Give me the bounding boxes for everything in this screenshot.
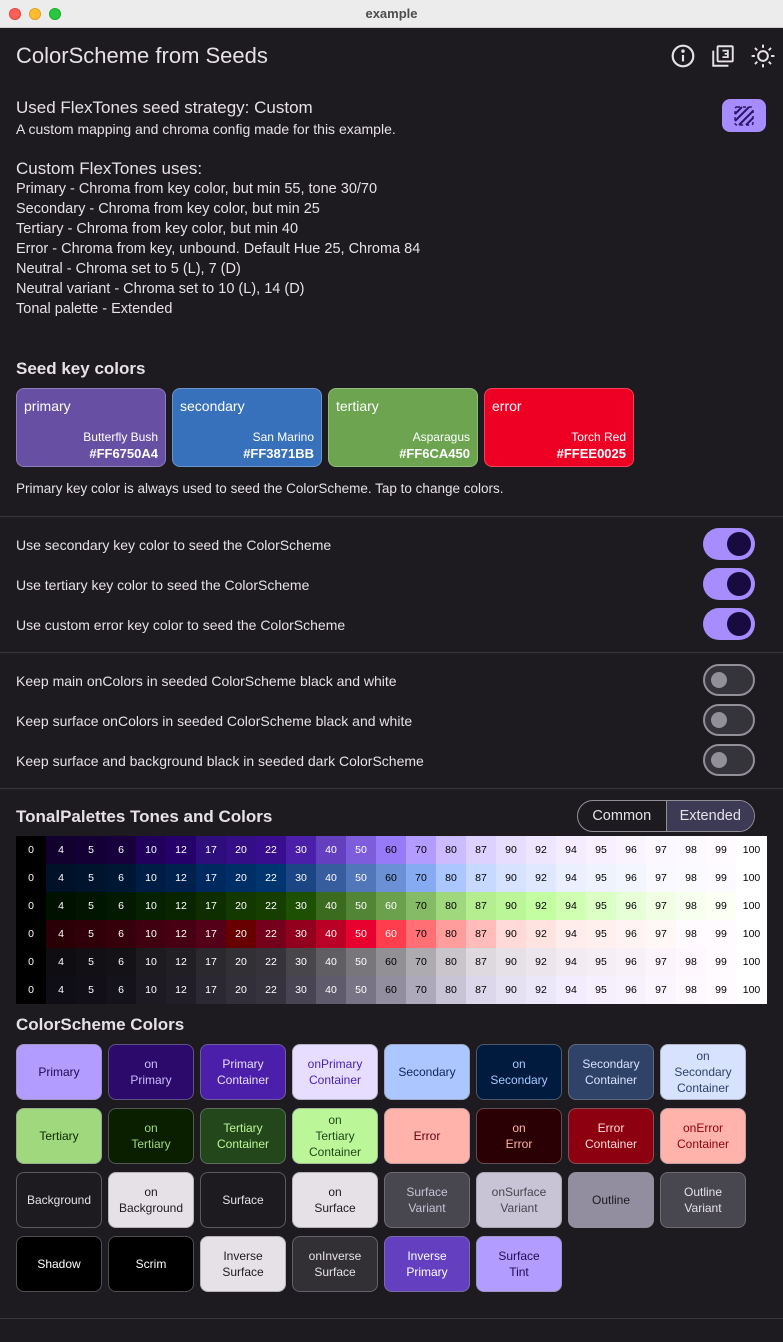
tone-cell[interactable]: 80 [436, 948, 466, 976]
tone-cell[interactable]: 10 [136, 976, 166, 1004]
custom-line: Neutral - Chroma set to 5 (L), 7 (D) [16, 261, 241, 277]
seed-colors-title: Seed key colors [16, 359, 146, 378]
tone-cell[interactable]: 98 [676, 976, 706, 1004]
tone-cell[interactable]: 70 [406, 948, 436, 976]
tone-cell[interactable]: 50 [346, 864, 376, 892]
tone-cell[interactable]: 60 [376, 836, 406, 864]
tone-cell[interactable]: 90 [496, 976, 526, 1004]
scheme-color-label: Secondary Container [582, 1057, 640, 1087]
tone-cell[interactable]: 22 [256, 892, 286, 920]
scheme-color-label: Error [413, 1129, 441, 1143]
tone-cell[interactable]: 92 [526, 948, 556, 976]
tone-cell[interactable]: 80 [436, 836, 466, 864]
tone-cell[interactable]: 12 [166, 948, 196, 976]
tone-cell[interactable]: 60 [376, 892, 406, 920]
tone-cell[interactable]: 96 [616, 948, 646, 976]
custom-line: Neutral variant - Chroma set to 10 (L), 14 (D) [16, 281, 305, 297]
tone-cell[interactable]: 60 [376, 920, 406, 948]
toggle-label: Keep main onColors in seeded ColorScheme black and white [16, 673, 397, 689]
tone-cell[interactable]: 70 [406, 836, 436, 864]
use-tertiary-switch[interactable] [703, 568, 755, 600]
scheme-color-outline-variant[interactable] [660, 1172, 746, 1228]
scheme-color-label: on Tertiary [131, 1121, 171, 1151]
tone-cell[interactable]: 100 [736, 948, 767, 976]
tone-cell[interactable]: 40 [316, 948, 346, 976]
tone-cell[interactable]: 99 [706, 920, 736, 948]
window-title: example [365, 6, 418, 21]
scheme-color-outline[interactable] [568, 1172, 654, 1228]
tone-cell[interactable]: 22 [256, 836, 286, 864]
tone-cell[interactable]: 17 [196, 892, 226, 920]
scheme-color-inverse-primary[interactable] [384, 1236, 470, 1292]
tonal-palette-grid [16, 836, 767, 1004]
tone-cell[interactable]: 17 [196, 948, 226, 976]
scheme-color-on-secondary[interactable] [476, 1044, 562, 1100]
tone-cell[interactable]: 97 [646, 836, 676, 864]
seed-card-primary[interactable] [16, 388, 166, 467]
tone-cell[interactable]: 20 [226, 864, 256, 892]
strategy-button[interactable] [722, 99, 766, 132]
tone-cell[interactable]: 5 [76, 976, 106, 1004]
tone-cell[interactable]: 10 [136, 948, 166, 976]
tone-cell[interactable]: 87 [466, 920, 496, 948]
tone-cell[interactable]: 30 [286, 836, 316, 864]
tone-cell[interactable]: 10 [136, 920, 166, 948]
scheme-color-onprimary-container[interactable] [292, 1044, 378, 1100]
custom-line: Tertiary - Chroma from key color, but min 40 [16, 221, 299, 237]
scheme-color-label: Tertiary Container [216, 1121, 270, 1151]
divider [0, 1318, 783, 1319]
scheme-color-error[interactable] [384, 1108, 470, 1164]
tone-cell[interactable]: 20 [226, 948, 256, 976]
tone-cell[interactable]: 50 [346, 920, 376, 948]
tone-cell[interactable]: 97 [646, 920, 676, 948]
tone-cell[interactable]: 6 [106, 948, 136, 976]
scheme-color-inverse-surface[interactable] [200, 1236, 286, 1292]
seed-color-hex: #FF3871BB [243, 446, 314, 461]
tone-cell[interactable]: 5 [76, 948, 106, 976]
scheme-color-onerror-container[interactable] [660, 1108, 746, 1164]
tone-cell[interactable]: 5 [76, 836, 106, 864]
tone-cell[interactable]: 30 [286, 864, 316, 892]
tone-cell[interactable]: 95 [586, 892, 616, 920]
tone-cell[interactable]: 70 [406, 864, 436, 892]
scheme-color-label: Outline Variant [683, 1185, 723, 1215]
tone-cell[interactable]: 60 [376, 948, 406, 976]
custom-line: Error - Chroma from key, unbound. Default Hue 25, Chroma 84 [16, 241, 421, 257]
colorscheme-title: ColorScheme Colors [16, 1015, 185, 1034]
tone-cell[interactable]: 98 [676, 920, 706, 948]
switch-thumb [727, 532, 751, 556]
scheme-color-label: on Background [118, 1185, 184, 1215]
tone-cell[interactable]: 90 [496, 864, 526, 892]
custom-line: Secondary - Chroma from key color, but min 25 [16, 201, 320, 217]
tone-cell[interactable]: 6 [106, 920, 136, 948]
tone-cell[interactable]: 98 [676, 948, 706, 976]
tone-cell[interactable]: 98 [676, 892, 706, 920]
tone-cell[interactable]: 6 [106, 864, 136, 892]
scheme-color-label: on Primary [130, 1057, 172, 1087]
seed-role: tertiary [336, 398, 379, 414]
toggle-label: Use tertiary key color to seed the ColorScheme [16, 577, 310, 593]
seed-color-hex: #FFEE0025 [556, 446, 626, 461]
tone-cell[interactable]: 70 [406, 920, 436, 948]
scheme-color-label: on Tertiary Container [308, 1113, 362, 1159]
scheme-color-on-tertiary[interactable] [108, 1108, 194, 1164]
tone-cell[interactable]: 94 [556, 976, 586, 1004]
scheme-color-label: Primary [38, 1065, 80, 1079]
scheme-color-label: onPrimary Container [307, 1057, 363, 1087]
tone-cell[interactable]: 80 [436, 976, 466, 1004]
scheme-color-shadow[interactable] [16, 1236, 102, 1292]
seed-color-hex: #FF6CA450 [399, 446, 470, 461]
custom-line: Primary - Chroma from key color, but min 55, tone 30/70 [16, 181, 378, 197]
tone-cell[interactable]: 12 [166, 892, 196, 920]
tonal-palettes-title: TonalPalettes Tones and Colors [16, 807, 273, 826]
segment-common[interactable]: Common [578, 801, 667, 831]
scheme-color-background[interactable] [16, 1172, 102, 1228]
scheme-color-label: Error Container [584, 1121, 638, 1151]
tone-cell[interactable]: 22 [256, 920, 286, 948]
tone-cell[interactable]: 40 [316, 836, 346, 864]
scheme-color-label: Surface [222, 1193, 264, 1207]
switch-thumb [711, 712, 727, 728]
info-icon[interactable] [670, 43, 696, 69]
tone-cell[interactable]: 0 [16, 948, 46, 976]
scheme-color-label: Surface Tint [498, 1249, 540, 1279]
tone-cell[interactable]: 6 [106, 836, 136, 864]
scheme-color-tertiary[interactable] [16, 1108, 102, 1164]
toggle-label: Use custom error key color to seed the ColorScheme [16, 617, 346, 633]
tone-cell[interactable]: 97 [646, 948, 676, 976]
tone-cell[interactable]: 22 [256, 948, 286, 976]
scheme-color-surface[interactable] [200, 1172, 286, 1228]
tone-cell[interactable]: 12 [166, 864, 196, 892]
tone-cell[interactable]: 20 [226, 976, 256, 1004]
tone-cell[interactable]: 97 [646, 864, 676, 892]
scheme-color-surface-tint[interactable] [476, 1236, 562, 1292]
window-titlebar [0, 0, 783, 28]
scheme-color-label: Tertiary [39, 1129, 79, 1143]
seed-role: error [492, 398, 522, 414]
tone-cell[interactable]: 98 [676, 836, 706, 864]
scheme-color-tertiary-container[interactable] [200, 1108, 286, 1164]
tone-cell[interactable]: 70 [406, 976, 436, 1004]
tone-cell[interactable]: 95 [586, 836, 616, 864]
scheme-color-surface-variant[interactable] [384, 1172, 470, 1228]
switch-thumb [727, 572, 751, 596]
tone-cell[interactable]: 50 [346, 836, 376, 864]
scheme-color-label: onInverse Surface [308, 1249, 362, 1279]
seed-note: Primary key color is always used to seed the ColorScheme. Tap to change colors. [16, 481, 504, 496]
tone-cell[interactable]: 80 [436, 920, 466, 948]
scheme-color-error-container[interactable] [568, 1108, 654, 1164]
seed-color-name: Butterfly Bush [83, 430, 158, 444]
tone-cell[interactable]: 0 [16, 976, 46, 1004]
toggle-label: Use secondary key color to seed the ColorScheme [16, 537, 332, 553]
tone-cell[interactable]: 20 [226, 920, 256, 948]
tone-cell[interactable]: 5 [76, 864, 106, 892]
scheme-color-oninverse-surface[interactable] [292, 1236, 378, 1292]
black-surface-switch[interactable] [703, 744, 755, 776]
scheme-color-label: Secondary [398, 1065, 456, 1079]
main-oncolors-bw-switch[interactable] [703, 664, 755, 696]
strategy-title: Used FlexTones seed strategy: Custom [16, 98, 313, 117]
scheme-color-label: Surface Variant [406, 1185, 448, 1215]
scheme-color-label: onError Container [676, 1121, 730, 1151]
filter-3-icon[interactable] [710, 43, 736, 69]
tonal-row [16, 948, 767, 976]
tone-cell[interactable]: 92 [526, 976, 556, 1004]
scheme-color-secondary[interactable] [384, 1044, 470, 1100]
scheme-color-on-tertiary-container[interactable] [292, 1108, 378, 1164]
segment-extended[interactable]: Extended [667, 801, 755, 831]
tone-cell[interactable]: 0 [16, 836, 46, 864]
tonal-row [16, 920, 767, 948]
scheme-color-label: onSurface Variant [491, 1185, 547, 1215]
scheme-color-on-primary[interactable] [108, 1044, 194, 1100]
tone-cell[interactable]: 60 [376, 976, 406, 1004]
tone-cell[interactable]: 90 [496, 948, 526, 976]
tone-cell[interactable]: 0 [16, 920, 46, 948]
tone-cell[interactable]: 100 [736, 892, 767, 920]
tonal-row [16, 976, 767, 1004]
tone-cell[interactable]: 87 [466, 864, 496, 892]
tone-cell[interactable]: 22 [256, 976, 286, 1004]
tone-cell[interactable]: 87 [466, 948, 496, 976]
tone-cell[interactable]: 92 [526, 920, 556, 948]
seed-card-error[interactable] [484, 388, 634, 467]
scheme-color-label: Inverse Primary [406, 1249, 448, 1279]
palette-segmented-control [577, 800, 755, 832]
tone-cell[interactable]: 92 [526, 836, 556, 864]
tone-cell[interactable]: 100 [736, 864, 767, 892]
tonal-row [16, 892, 767, 920]
switch-thumb [711, 752, 727, 768]
scheme-color-label: Scrim [135, 1257, 167, 1271]
seed-role: secondary [180, 398, 245, 414]
tone-cell[interactable]: 50 [346, 948, 376, 976]
tone-cell[interactable]: 10 [136, 892, 166, 920]
tone-cell[interactable]: 96 [616, 836, 646, 864]
use-secondary-switch[interactable] [703, 528, 755, 560]
tone-cell[interactable]: 100 [736, 976, 767, 1004]
scheme-color-label: Inverse Surface [222, 1249, 264, 1279]
tone-cell[interactable]: 17 [196, 976, 226, 1004]
scheme-color-on-secondary-container[interactable] [660, 1044, 746, 1100]
tone-cell[interactable]: 17 [196, 920, 226, 948]
tone-cell[interactable]: 4 [46, 864, 76, 892]
custom-line: Tonal palette - Extended [16, 301, 173, 317]
tone-cell[interactable]: 97 [646, 892, 676, 920]
tone-cell[interactable]: 87 [466, 976, 496, 1004]
tone-cell[interactable]: 80 [436, 864, 466, 892]
strategy-description: A custom mapping and chroma config made for this example. [16, 121, 396, 137]
tone-cell[interactable]: 100 [736, 920, 767, 948]
tone-cell[interactable]: 10 [136, 836, 166, 864]
scheme-color-onsurface-variant[interactable] [476, 1172, 562, 1228]
divider [0, 788, 783, 789]
tone-cell[interactable]: 40 [316, 920, 346, 948]
tone-cell[interactable]: 99 [706, 864, 736, 892]
tone-cell[interactable]: 30 [286, 976, 316, 1004]
tone-cell[interactable]: 90 [496, 920, 526, 948]
tone-cell[interactable]: 4 [46, 948, 76, 976]
tone-cell[interactable]: 70 [406, 892, 436, 920]
tone-cell[interactable]: 4 [46, 836, 76, 864]
tone-cell[interactable]: 17 [196, 836, 226, 864]
tone-cell[interactable]: 30 [286, 920, 316, 948]
tone-cell[interactable]: 20 [226, 836, 256, 864]
tonal-row [16, 836, 767, 864]
scheme-color-scrim[interactable] [108, 1236, 194, 1292]
scheme-color-on-surface[interactable] [292, 1172, 378, 1228]
tone-cell[interactable]: 87 [466, 892, 496, 920]
tone-cell[interactable]: 5 [76, 892, 106, 920]
tone-cell[interactable]: 94 [556, 920, 586, 948]
tone-cell[interactable]: 95 [586, 948, 616, 976]
tone-cell[interactable]: 99 [706, 892, 736, 920]
use-error-switch[interactable] [703, 608, 755, 640]
scheme-color-label: on Error [505, 1121, 533, 1151]
scheme-color-label: on Secondary Container [674, 1049, 732, 1095]
tone-cell[interactable]: 96 [616, 920, 646, 948]
scheme-color-primary[interactable] [16, 1044, 102, 1100]
switch-thumb [727, 612, 751, 636]
tone-cell[interactable]: 96 [616, 976, 646, 1004]
tone-cell[interactable]: 99 [706, 948, 736, 976]
tone-cell[interactable]: 0 [16, 892, 46, 920]
tone-cell[interactable]: 95 [586, 920, 616, 948]
surface-oncolors-bw-switch[interactable] [703, 704, 755, 736]
brightness-icon[interactable] [750, 43, 776, 69]
tone-cell[interactable]: 94 [556, 864, 586, 892]
scheme-color-label: Primary Container [216, 1057, 270, 1087]
switch-thumb [711, 672, 727, 688]
scheme-color-label: Outline [591, 1193, 631, 1207]
tone-cell[interactable]: 95 [586, 976, 616, 1004]
scheme-color-on-background[interactable] [108, 1172, 194, 1228]
tone-cell[interactable]: 12 [166, 920, 196, 948]
tone-cell[interactable]: 94 [556, 836, 586, 864]
tone-cell[interactable]: 90 [496, 836, 526, 864]
tone-cell[interactable]: 96 [616, 892, 646, 920]
tone-cell[interactable]: 4 [46, 976, 76, 1004]
tone-cell[interactable]: 12 [166, 836, 196, 864]
tone-cell[interactable]: 10 [136, 864, 166, 892]
scheme-color-label: Shadow [37, 1257, 81, 1271]
tone-cell[interactable]: 6 [106, 892, 136, 920]
tone-cell[interactable]: 5 [76, 920, 106, 948]
custom-title: Custom FlexTones uses: [16, 159, 203, 178]
seed-color-name: San Marino [252, 430, 314, 444]
tone-cell[interactable]: 40 [316, 864, 346, 892]
seed-color-name: Asparagus [412, 430, 470, 444]
scheme-color-secondary-container[interactable] [568, 1044, 654, 1100]
tone-cell[interactable]: 40 [316, 892, 346, 920]
divider [0, 516, 783, 517]
seed-card-secondary[interactable] [172, 388, 322, 467]
tone-cell[interactable]: 22 [256, 864, 286, 892]
toggle-label: Keep surface and background black in seeded dark ColorScheme [16, 753, 424, 769]
tone-cell[interactable]: 0 [16, 864, 46, 892]
scheme-color-label: on Secondary [490, 1057, 548, 1087]
tone-cell[interactable]: 92 [526, 864, 556, 892]
tone-cell[interactable]: 98 [676, 864, 706, 892]
tone-cell[interactable]: 4 [46, 920, 76, 948]
divider [0, 652, 783, 653]
tone-cell[interactable]: 17 [196, 864, 226, 892]
tone-cell[interactable]: 6 [106, 976, 136, 1004]
tone-cell[interactable]: 99 [706, 976, 736, 1004]
tone-cell[interactable]: 94 [556, 892, 586, 920]
seed-role: primary [24, 398, 71, 414]
tone-cell[interactable]: 95 [586, 864, 616, 892]
tone-cell[interactable]: 20 [226, 892, 256, 920]
toggle-label: Keep surface onColors in seeded ColorScheme black and white [16, 713, 413, 729]
tone-cell[interactable]: 90 [496, 892, 526, 920]
seed-card-tertiary[interactable] [328, 388, 478, 467]
page-title: ColorScheme from Seeds [16, 43, 268, 68]
tone-cell[interactable]: 4 [46, 892, 76, 920]
scheme-color-label: on Surface [314, 1185, 356, 1215]
tone-cell[interactable]: 30 [286, 948, 316, 976]
tone-cell[interactable]: 94 [556, 948, 586, 976]
texture-icon [732, 104, 756, 128]
tone-cell[interactable]: 50 [346, 892, 376, 920]
tone-cell[interactable]: 99 [706, 836, 736, 864]
tone-cell[interactable]: 30 [286, 892, 316, 920]
tone-cell[interactable]: 50 [346, 976, 376, 1004]
tone-cell[interactable]: 80 [436, 892, 466, 920]
tone-cell[interactable]: 97 [646, 976, 676, 1004]
tone-cell[interactable]: 92 [526, 892, 556, 920]
scheme-color-primary-container[interactable] [200, 1044, 286, 1100]
tone-cell[interactable]: 40 [316, 976, 346, 1004]
scheme-color-label: Background [26, 1193, 92, 1207]
tone-cell[interactable]: 96 [616, 864, 646, 892]
tone-cell[interactable]: 12 [166, 976, 196, 1004]
scheme-color-on-error[interactable] [476, 1108, 562, 1164]
tone-cell[interactable]: 100 [736, 836, 767, 864]
tone-cell[interactable]: 60 [376, 864, 406, 892]
seed-color-hex: #FF6750A4 [89, 446, 158, 461]
seed-color-name: Torch Red [571, 430, 626, 444]
tonal-row [16, 864, 767, 892]
tone-cell[interactable]: 87 [466, 836, 496, 864]
